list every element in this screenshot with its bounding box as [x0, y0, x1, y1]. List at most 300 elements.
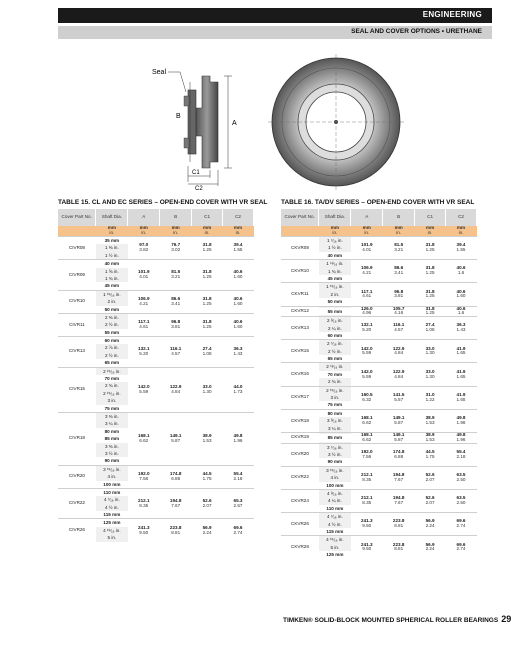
shaft-diameters: [96, 367, 128, 412]
table-row: [58, 237, 254, 260]
shaft-diameter: 75 mm: [96, 405, 128, 412]
dim-b: [383, 466, 415, 489]
dim-b-mm: 86.6: [171, 296, 181, 301]
shaft-diameter: 90 mm: [96, 457, 128, 464]
shaft-diameter: 1 ⅜ in.: [96, 244, 128, 251]
dim-c1-mm: 31.0: [425, 391, 435, 397]
shaft-diameters: [96, 290, 128, 313]
dim-a-mm: 168.1: [138, 433, 150, 439]
dim-c2-mm: 65.3: [233, 497, 243, 503]
dim-b-mm: 194.8: [169, 497, 182, 503]
dim-c2: [446, 363, 477, 386]
cover-part-number: CKVR24: [281, 489, 319, 512]
dim-a: [128, 519, 160, 542]
unit-mm: mm: [394, 225, 403, 231]
table16: [281, 209, 477, 558]
dim-b: [383, 536, 415, 559]
dim-b-in: 6.88: [171, 475, 181, 481]
table-row: [281, 260, 477, 283]
shaft-diameter: 1 ¾ in.: [319, 268, 351, 275]
unit-in: in.: [364, 230, 370, 235]
dim-b-in: 7.67: [394, 476, 404, 482]
table-row: [281, 340, 477, 363]
shaft-diameter: 100 mm: [96, 481, 128, 488]
dim-c2-in: 1.73: [233, 388, 243, 394]
dim-c2-in: 2.18: [456, 453, 466, 459]
dim-a: [128, 412, 160, 465]
dim-a-in: 9.50: [139, 529, 149, 535]
dim-a-in: 5.59: [362, 373, 372, 379]
table-row: [58, 260, 254, 291]
dim-c2-mm: 49.8: [233, 433, 243, 439]
cover-part-number: CIVR18: [58, 412, 96, 465]
shaft-diameter: 3 ½ in.: [96, 450, 128, 457]
table-row: [281, 386, 477, 409]
col-b: B: [383, 209, 415, 226]
unit-mm: mm: [139, 225, 148, 231]
dim-c2-mm: 55.4: [233, 470, 243, 476]
dim-b-mm: 122.9: [392, 345, 405, 351]
dim-c2-in: 1.65: [456, 373, 466, 379]
dim-c2: [446, 340, 477, 363]
dim-c2-in: 1.96: [456, 436, 466, 442]
dim-b-mm: 141.5: [392, 391, 405, 397]
dim-a: [128, 465, 160, 488]
cover-part-number: CKVR18: [281, 409, 319, 432]
shaft-diameter: 3 ¼ in.: [319, 425, 351, 432]
dim-c2-in: 2.50: [456, 476, 466, 482]
dim-c1-mm: 56.9: [202, 524, 212, 530]
dim-c1: [415, 513, 446, 536]
table-row: [281, 283, 477, 306]
dim-a: [351, 536, 383, 559]
dim-b: [383, 409, 415, 432]
dim-a-in: 4.21: [362, 270, 372, 276]
dim-c2-in: 1.96: [456, 419, 466, 425]
dim-a-in: 7.56: [139, 475, 149, 481]
dim-c1: [192, 519, 223, 542]
table-row: [281, 306, 477, 317]
dim-a: [351, 237, 383, 260]
dim-b-mm: 81.5: [394, 242, 404, 248]
shaft-diameter: 2 ½ in.: [319, 348, 351, 355]
dim-c1-mm: 52.6: [425, 495, 435, 501]
dim-c2-mm: 44.0: [233, 384, 243, 389]
dim-b-in: 4.57: [394, 327, 404, 333]
shaft-diameters: [96, 337, 128, 368]
unit-in: in.: [396, 230, 402, 235]
shaft-diameter: 40 mm: [319, 252, 351, 259]
shaft-diameter: 2 ⅞ in.: [96, 344, 128, 351]
table15-units-row: [58, 226, 254, 237]
dim-c2-in: 1.43: [456, 327, 466, 333]
cover-part-number: CKVR11: [281, 283, 319, 306]
dim-c1: [415, 536, 446, 559]
dim-c2: [446, 466, 477, 489]
col-c1: C1: [415, 209, 446, 226]
dim-c2-in: 1.55: [233, 247, 243, 253]
col-shaft-dia: Shaft Dia.: [319, 209, 351, 226]
col-cover-part: Cover Part No.: [281, 209, 319, 226]
dim-b: [383, 363, 415, 386]
col-c1: C1: [192, 209, 223, 226]
dim-c2: [223, 412, 254, 465]
shaft-diameter: 2 ⁷⁄₁₆ in.: [319, 340, 351, 347]
shaft-diameter: 100 mm: [319, 482, 351, 489]
dim-b: [383, 283, 415, 306]
dim-c2-in: 1.65: [456, 350, 466, 356]
dim-a-mm: 101.9: [138, 269, 150, 275]
dim-b-in: 4.84: [171, 388, 181, 394]
dim-c1: [415, 363, 446, 386]
dim-c1: [192, 290, 223, 313]
label-c1: C1: [192, 170, 200, 176]
dim-c2-mm: 40.6: [456, 288, 466, 294]
dim-c2: [446, 433, 477, 444]
dim-b-mm: 223.8: [392, 541, 405, 547]
dim-b-mm: 81.5: [171, 269, 181, 275]
unit-mm: mm: [233, 225, 243, 231]
dim-a-in: 4.61: [362, 293, 372, 299]
dim-c2-in: 1.96: [233, 437, 243, 443]
dim-a: [351, 363, 383, 386]
shaft-diameter: 45 mm: [319, 275, 351, 282]
dim-a-mm: 97.0: [139, 242, 149, 248]
dim-c1-mm: 33.0: [425, 368, 435, 374]
dim-c1-in: 1.25: [202, 300, 212, 306]
dim-c1-in: 1.25: [425, 310, 435, 316]
dim-c2-mm: 41.9: [456, 368, 466, 374]
dim-a: [128, 488, 160, 519]
dim-a-mm: 241.3: [138, 524, 150, 530]
dim-a-in: 5.59: [362, 350, 372, 356]
dim-a: [128, 313, 160, 336]
dim-b-in: 8.81: [394, 523, 404, 529]
dim-c1-in: 1.08: [425, 327, 435, 333]
shaft-diameter: 3 ¹⁵⁄₁₆ in.: [96, 466, 128, 473]
dim-a: [128, 237, 160, 260]
dim-c2: [223, 290, 254, 313]
cover-part-number: CKVR16: [281, 363, 319, 386]
dim-a-in: 6.62: [362, 419, 372, 425]
unit-in: in.: [332, 230, 338, 235]
dim-c2-mm: 40.6: [456, 265, 466, 271]
col-b: B: [160, 209, 192, 226]
dim-a-mm: 117.1: [138, 319, 150, 325]
dim-b-in: 3.02: [171, 247, 181, 253]
col-a: A: [351, 209, 383, 226]
dim-a: [351, 433, 383, 444]
dim-c2: [446, 260, 477, 283]
dim-b-mm: 116.1: [170, 346, 182, 352]
dim-a-mm: 132.1: [361, 322, 373, 328]
dim-c1: [192, 465, 223, 488]
cover-part-number: CIVR09: [58, 260, 96, 291]
shaft-diameter: 85 mm: [319, 434, 351, 441]
table-row: [281, 536, 477, 559]
shaft-diameter: 80 mm: [319, 410, 351, 417]
dim-a-in: 5.59: [139, 388, 149, 394]
shaft-diameters: [319, 489, 351, 512]
dim-b-mm: 96.8: [171, 319, 181, 325]
dim-c1-mm: 44.5: [202, 470, 212, 476]
dim-c2-mm: 63.5: [456, 472, 466, 478]
shaft-diameter: 110 mm: [96, 489, 128, 496]
shaft-diameter: 5 in.: [319, 544, 351, 551]
col-a: A: [128, 209, 160, 226]
dim-c2: [446, 237, 477, 260]
dim-c1-mm: 31.8: [425, 242, 435, 248]
dim-b-mm: 149.1: [169, 433, 182, 439]
dim-b-mm: 76.7: [171, 242, 181, 248]
dim-c1-in: 2.07: [202, 502, 212, 508]
dim-c1-in: 1.25: [425, 247, 435, 253]
dim-c1-in: 2.24: [425, 523, 435, 529]
dim-c2-in: 2.74: [456, 523, 466, 529]
shaft-diameter: 80 mm: [96, 428, 128, 435]
dim-b-mm: 116.1: [393, 322, 405, 328]
dim-c1-in: 2.24: [202, 529, 212, 535]
dim-c2-in: 2.74: [233, 529, 243, 535]
shaft-diameter: 60 mm: [96, 337, 128, 344]
dim-c1: [415, 443, 446, 466]
subsection-header-bar: [58, 26, 492, 39]
dim-b-in: 3.81: [394, 293, 404, 299]
dim-c2-mm: 69.6: [233, 524, 243, 530]
dim-b: [383, 260, 415, 283]
dim-b: [383, 317, 415, 340]
dim-a-in: 4.61: [139, 323, 149, 329]
dim-c1-mm: 31.8: [202, 242, 212, 248]
table-row: [281, 466, 477, 489]
shaft-diameter: 4 ¹⁵⁄₁₆ in.: [319, 536, 351, 543]
page-footer: [283, 614, 511, 624]
dim-a: [351, 283, 383, 306]
cover-part-number: CKVR20: [281, 443, 319, 466]
dim-a: [128, 337, 160, 368]
dim-c1: [192, 313, 223, 336]
dim-c1-mm: 56.9: [425, 518, 435, 524]
dim-a: [351, 489, 383, 512]
dim-c1-mm: 52.6: [425, 472, 435, 478]
shaft-diameter: 2 ¹⁵⁄₁₆ in.: [96, 368, 128, 375]
dim-c2: [446, 536, 477, 559]
dim-c2-mm: 39.4: [456, 242, 466, 248]
dim-c1-mm: 31.8: [202, 296, 212, 301]
dim-b-in: 4.57: [171, 350, 181, 356]
dim-a-in: 4.96: [362, 310, 372, 316]
dim-c2-in: 2.74: [456, 546, 466, 552]
shaft-diameter: 115 mm: [96, 511, 128, 518]
dim-b: [160, 519, 192, 542]
shaft-diameters: [96, 465, 128, 488]
dim-b: [383, 237, 415, 260]
cover-part-number: CIVR11: [58, 313, 96, 336]
dim-c2-in: 2.18: [233, 475, 243, 481]
dim-c2: [446, 409, 477, 432]
dim-b: [383, 433, 415, 444]
dim-c2: [446, 513, 477, 536]
dim-c2-mm: 41.9: [456, 391, 466, 397]
dim-b-in: 4.16: [394, 310, 404, 316]
page-number: 29: [501, 614, 511, 624]
shaft-diameter: 2 ¹⁵⁄₁₆ in.: [96, 390, 128, 397]
dim-c2: [446, 489, 477, 512]
cover-part-number: CKVR28: [281, 536, 319, 559]
cover-part-number: CIVR10: [58, 290, 96, 313]
dim-c1: [192, 412, 223, 465]
shaft-diameter: 110 mm: [319, 505, 351, 512]
dim-c2-in: 1.43: [233, 350, 243, 356]
dim-c1: [415, 409, 446, 432]
dim-a-in: 4.21: [139, 300, 149, 306]
dim-c1-in: 1.75: [425, 453, 435, 459]
dim-c2: [223, 337, 254, 368]
dim-b-in: 4.84: [394, 373, 404, 379]
dim-c1-mm: 27.4: [202, 346, 212, 352]
dim-a: [351, 317, 383, 340]
shaft-diameter: 2 ½ in.: [96, 352, 128, 359]
dim-c1-in: 1.53: [425, 419, 435, 425]
dim-b-mm: 194.8: [392, 495, 405, 501]
dim-a-in: 9.50: [362, 546, 372, 552]
table-row: [281, 489, 477, 512]
dim-c2-in: 1.6: [457, 310, 465, 316]
dim-c1-in: 1.22: [425, 396, 435, 402]
cover-part-number: CKVR08: [281, 237, 319, 260]
shaft-diameter: 55 mm: [319, 308, 351, 315]
dim-c2: [223, 237, 254, 260]
dim-b: [160, 313, 192, 336]
dim-c2: [446, 306, 477, 317]
shaft-diameters: [319, 317, 351, 340]
table-row: [58, 488, 254, 519]
dim-b-mm: 86.6: [394, 265, 404, 271]
dim-a-mm: 142.0: [361, 368, 373, 374]
shaft-diameters: [96, 313, 128, 336]
table-row: [58, 465, 254, 488]
shaft-diameter: 1 ⅝ in.: [96, 268, 128, 275]
dim-b: [160, 465, 192, 488]
dim-c2: [223, 465, 254, 488]
shaft-diameters: [319, 536, 351, 559]
dim-c1-mm: 33.0: [202, 384, 212, 389]
shaft-diameter: 3 in.: [96, 397, 128, 404]
shaft-diameter: 1 ¹⁵⁄₁₆ in.: [96, 291, 128, 298]
dim-b-mm: 174.8: [392, 448, 405, 454]
shaft-diameter: 70 mm: [96, 375, 128, 382]
dim-c2-mm: 40.6: [233, 269, 243, 275]
shaft-diameter: 5 in.: [96, 534, 128, 541]
dim-b: [383, 340, 415, 363]
dim-c1-mm: 56.9: [425, 541, 435, 547]
shaft-diameters: [319, 409, 351, 432]
shaft-diameter: 4 ¼ in.: [319, 497, 351, 504]
shaft-diameters: [96, 412, 128, 465]
dim-a: [128, 290, 160, 313]
shaft-diameter: 4 in.: [319, 474, 351, 481]
dim-a-mm: 192.0: [138, 470, 150, 476]
shaft-diameter: 2 in.: [319, 291, 351, 298]
dim-c2-in: 1.60: [233, 323, 243, 329]
shaft-diameter: 3 ³⁄₁₆ in.: [319, 417, 351, 424]
dim-b-in: 3.81: [171, 323, 181, 329]
dim-c2-mm: 49.8: [456, 432, 466, 437]
dim-b-mm: 223.8: [169, 524, 182, 530]
dim-c2-in: 1.60: [456, 293, 466, 299]
unit-mm: mm: [330, 225, 339, 231]
dim-a-in: 6.32: [362, 396, 372, 402]
shaft-diameters: [319, 386, 351, 409]
section-header-bar: [58, 8, 492, 23]
dim-c1-mm: 31.8: [202, 269, 212, 275]
footer-text: TIMKEN® SOLID-BLOCK MOUNTED SPHERICAL ROLLER BEARINGS: [283, 617, 499, 624]
cover-part-number: CKVR15: [281, 340, 319, 363]
shaft-diameter: 4 ½ in.: [319, 521, 351, 528]
dim-c2: [446, 443, 477, 466]
dim-c1-in: 1.25: [202, 247, 212, 253]
dim-c1: [415, 340, 446, 363]
shaft-diameter: 65 mm: [319, 355, 351, 362]
dim-c1-mm: 38.9: [425, 432, 435, 437]
dim-c1-in: 2.07: [425, 476, 435, 482]
table15: [58, 209, 254, 542]
table-row: [58, 412, 254, 465]
dim-b-mm: 105.7: [392, 305, 405, 311]
shaft-diameter: 2 ¾ in.: [319, 378, 351, 385]
dim-b-mm: 149.1: [392, 432, 405, 437]
unit-mm: mm: [171, 225, 180, 231]
shaft-diameter: 1 ½ in.: [319, 244, 351, 251]
dim-c2: [446, 386, 477, 409]
dim-c2: [223, 488, 254, 519]
shaft-diameters: [319, 283, 351, 306]
dim-a-mm: 142.0: [138, 384, 150, 389]
dim-c2-mm: 55.4: [456, 448, 466, 454]
dim-b-in: 3.21: [171, 273, 181, 279]
shaft-diameter: 3 ¼ in.: [96, 420, 128, 427]
shaft-diameter: 4 ³⁄₁₆ in.: [319, 490, 351, 497]
shaft-diameter: 3 ⅜ in.: [96, 413, 128, 420]
dim-b-in: 8.81: [394, 546, 404, 552]
table16-units-row: [281, 226, 477, 237]
dim-c1: [192, 488, 223, 519]
shaft-diameters: [319, 443, 351, 466]
table-row: [58, 313, 254, 336]
dim-a-in: 4.01: [139, 273, 149, 279]
shaft-diameter: 2 ¹⁵⁄₁₆ in.: [319, 387, 351, 394]
dim-b: [383, 489, 415, 512]
dim-c2-mm: 69.6: [456, 541, 466, 547]
subsection-title: SEAL AND COVER OPTIONS • URETHANE: [351, 28, 482, 35]
unit-in: in.: [173, 230, 179, 235]
cover-part-number: CIVR08: [58, 237, 96, 260]
dim-a-mm: 132.1: [138, 346, 150, 352]
shaft-diameters: [319, 466, 351, 489]
table15-header-row: [58, 209, 254, 226]
dim-c1: [192, 367, 223, 412]
dim-a-mm: 212.1: [361, 495, 373, 501]
shaft-diameter: 50 mm: [96, 306, 128, 313]
dim-c2: [223, 260, 254, 291]
unit-mm: mm: [456, 225, 466, 231]
shaft-diameter: 90 mm: [319, 458, 351, 465]
dim-c1-in: 1.30: [202, 388, 212, 394]
dim-c2-mm: 36.3: [233, 346, 243, 352]
dim-a: [351, 386, 383, 409]
dim-c1-mm: 38.9: [202, 433, 212, 439]
dim-c1: [192, 337, 223, 368]
